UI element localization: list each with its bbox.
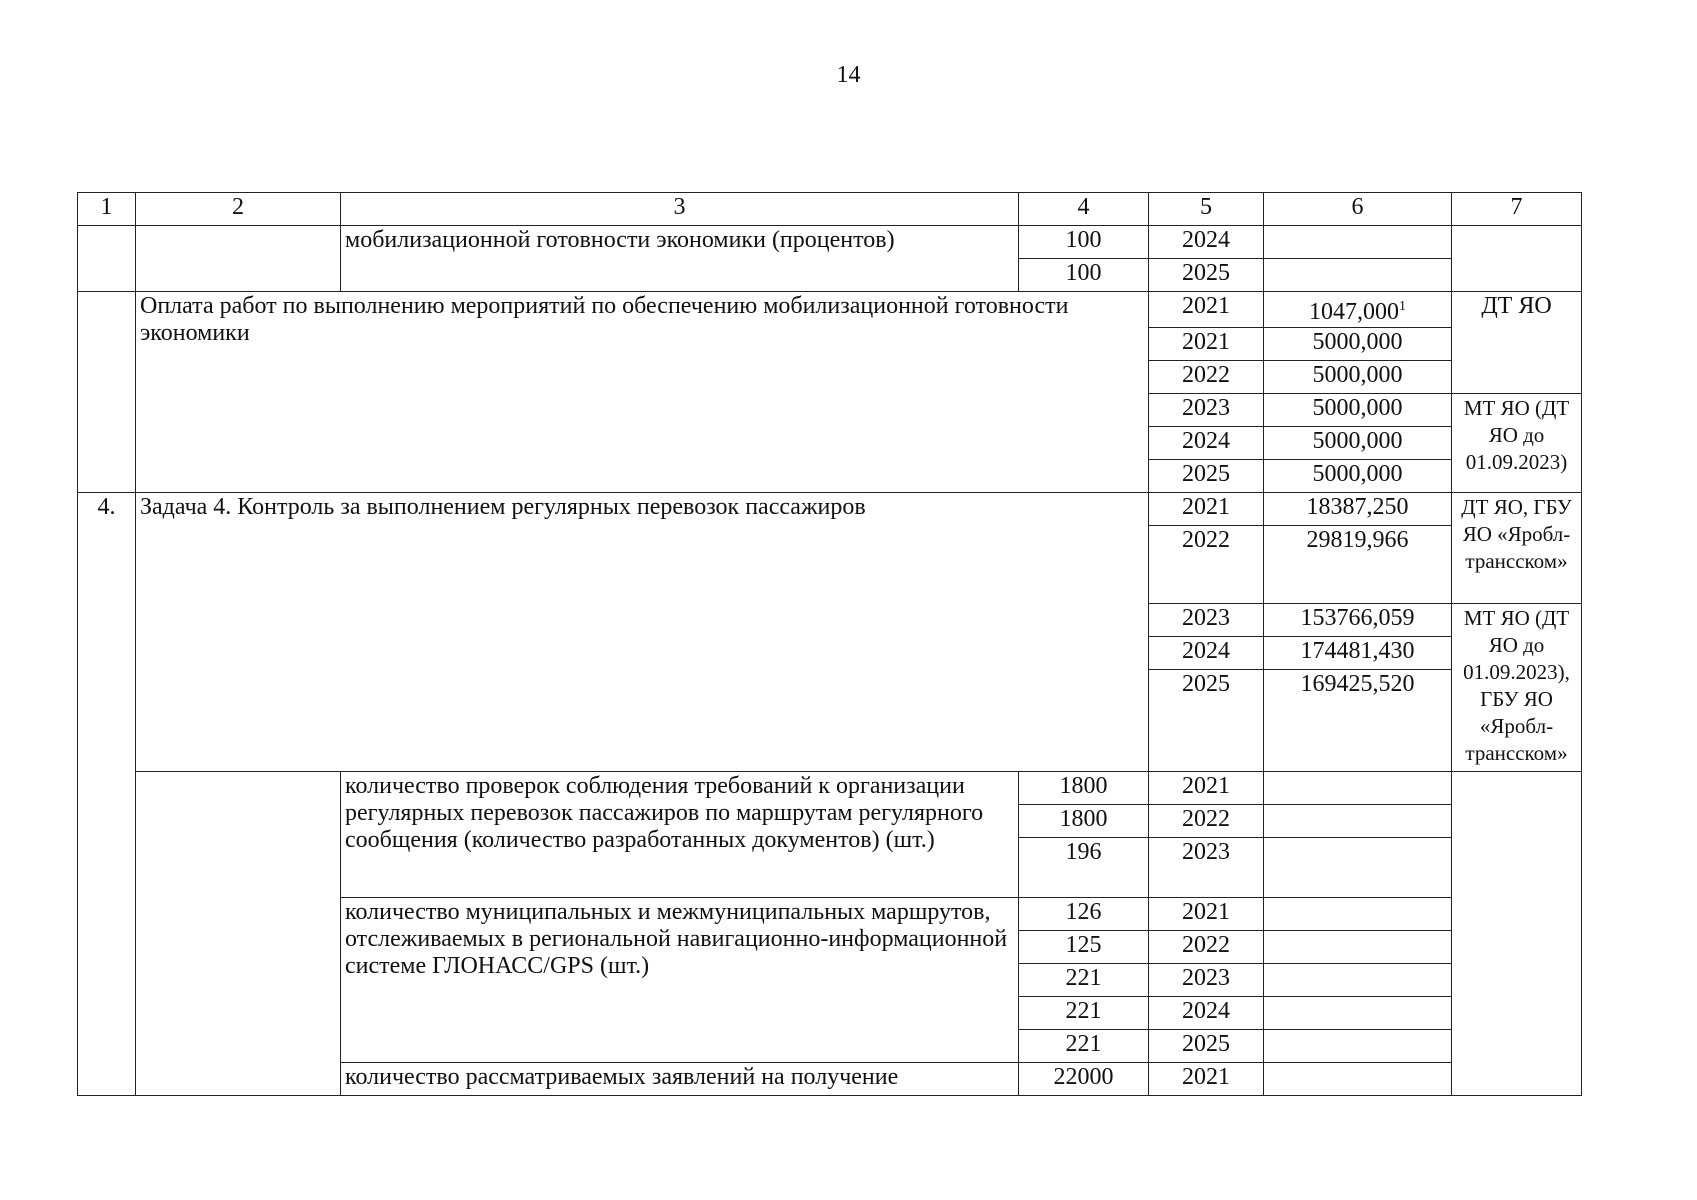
amount-cell: 5000,000 xyxy=(1264,361,1452,394)
year-cell: 2022 xyxy=(1149,805,1264,838)
amount-value: 1047,000 xyxy=(1309,299,1399,325)
year-cell: 2024 xyxy=(1149,637,1264,670)
year-cell: 2023 xyxy=(1149,838,1264,898)
year-cell: 2022 xyxy=(1149,361,1264,394)
year-cell: 2023 xyxy=(1149,394,1264,427)
empty-cell xyxy=(1264,805,1452,838)
year-cell: 2022 xyxy=(1149,931,1264,964)
empty-cell xyxy=(1264,931,1452,964)
empty-cell xyxy=(1452,772,1582,1096)
empty-cell xyxy=(1264,772,1452,805)
indicator-value: 1800 xyxy=(1019,805,1149,838)
year-cell: 2024 xyxy=(1149,226,1264,259)
empty-cell xyxy=(1264,259,1452,292)
indicator-value: 125 xyxy=(1019,931,1149,964)
empty-cell xyxy=(78,292,136,493)
activity-text: Оплата работ по выполнению мероприятий по обеспечению мобилизационной готовности экономики xyxy=(136,292,1149,493)
executor-cell: ДТ ЯО xyxy=(1452,292,1582,394)
column-number: 6 xyxy=(1264,193,1452,226)
footnote-mark: 1 xyxy=(1399,299,1406,314)
amount-cell: 5000,000 xyxy=(1264,328,1452,361)
empty-cell xyxy=(1264,226,1452,259)
year-cell: 2023 xyxy=(1149,964,1264,997)
table-row xyxy=(78,772,1582,805)
indicator-text: количество рассматриваемых заявлений на получение xyxy=(341,1063,1019,1096)
year-cell: 2024 xyxy=(1149,997,1264,1030)
executor-cell: МТ ЯО (ДТ ЯО до 01.09.2023) xyxy=(1452,394,1582,493)
indicator-value: 221 xyxy=(1019,964,1149,997)
empty-cell xyxy=(136,226,341,292)
column-number: 4 xyxy=(1019,193,1149,226)
indicator-value: 100 xyxy=(1019,226,1149,259)
year-cell: 2021 xyxy=(1149,772,1264,805)
amount-cell: 5000,000 xyxy=(1264,394,1452,427)
amount-cell xyxy=(1264,292,1452,328)
column-number: 7 xyxy=(1452,193,1582,226)
year-cell: 2025 xyxy=(1149,259,1264,292)
table-row xyxy=(78,493,1582,526)
year-cell: 2025 xyxy=(1149,1030,1264,1063)
indicator-text: количество проверок соблюдения требований к организации регулярных перевозок пассажиров по маршрутам регулярного сообщения (количество разработанных документов) (шт.) xyxy=(341,772,1019,898)
year-cell: 2021 xyxy=(1149,1063,1264,1096)
year-cell: 2025 xyxy=(1149,670,1264,772)
executor-cell: ДТ ЯО, ГБУ ЯО «Яробл-трансском» xyxy=(1452,493,1582,604)
indicator-value: 22000 xyxy=(1019,1063,1149,1096)
amount-cell: 174481,430 xyxy=(1264,637,1452,670)
indicator-value: 100 xyxy=(1019,259,1149,292)
executor-cell: МТ ЯО (ДТ ЯО до 01.09.2023), ГБУ ЯО «Яробл-трансском» xyxy=(1452,604,1582,772)
page-number: 14 xyxy=(836,62,861,88)
task-text: Задача 4. Контроль за выполнением регулярных перевозок пассажиров xyxy=(136,493,1149,772)
indicator-value: 196 xyxy=(1019,838,1149,898)
year-cell: 2021 xyxy=(1149,898,1264,931)
empty-cell xyxy=(136,772,341,1096)
year-cell: 2022 xyxy=(1149,526,1264,604)
empty-cell xyxy=(1264,997,1452,1030)
column-number: 3 xyxy=(341,193,1019,226)
column-number-row xyxy=(78,193,1582,226)
year-cell: 2021 xyxy=(1149,493,1264,526)
amount-cell: 169425,520 xyxy=(1264,670,1452,772)
indicator-text: мобилизационной готовности экономики (процентов) xyxy=(341,226,1019,292)
year-cell: 2025 xyxy=(1149,460,1264,493)
empty-cell xyxy=(1264,838,1452,898)
year-cell: 2024 xyxy=(1149,427,1264,460)
amount-cell: 29819,966 xyxy=(1264,526,1452,604)
table-row xyxy=(78,292,1582,328)
amount-cell: 5000,000 xyxy=(1264,427,1452,460)
indicator-value: 1800 xyxy=(1019,772,1149,805)
column-number: 2 xyxy=(136,193,341,226)
empty-cell xyxy=(1264,1063,1452,1096)
year-cell: 2023 xyxy=(1149,604,1264,637)
indicator-text: количество муниципальных и межмуниципальных маршрутов, отслеживаемых в региональной навигационно-информационной системе ГЛОНАСС/GPS (шт.) xyxy=(341,898,1019,1063)
task-number: 4. xyxy=(78,493,136,1096)
column-number: 1 xyxy=(78,193,136,226)
indicator-value: 221 xyxy=(1019,997,1149,1030)
empty-cell xyxy=(78,226,136,292)
empty-cell xyxy=(1264,1030,1452,1063)
year-cell: 2021 xyxy=(1149,328,1264,361)
amount-cell: 153766,059 xyxy=(1264,604,1452,637)
column-number: 5 xyxy=(1149,193,1264,226)
amount-cell: 5000,000 xyxy=(1264,460,1452,493)
empty-cell xyxy=(1264,964,1452,997)
indicator-value: 126 xyxy=(1019,898,1149,931)
year-cell: 2021 xyxy=(1149,292,1264,328)
program-table xyxy=(77,192,1582,1096)
amount-cell: 18387,250 xyxy=(1264,493,1452,526)
indicator-value: 221 xyxy=(1019,1030,1149,1063)
empty-cell xyxy=(1452,226,1582,292)
empty-cell xyxy=(1264,898,1452,931)
table-row xyxy=(78,226,1582,259)
